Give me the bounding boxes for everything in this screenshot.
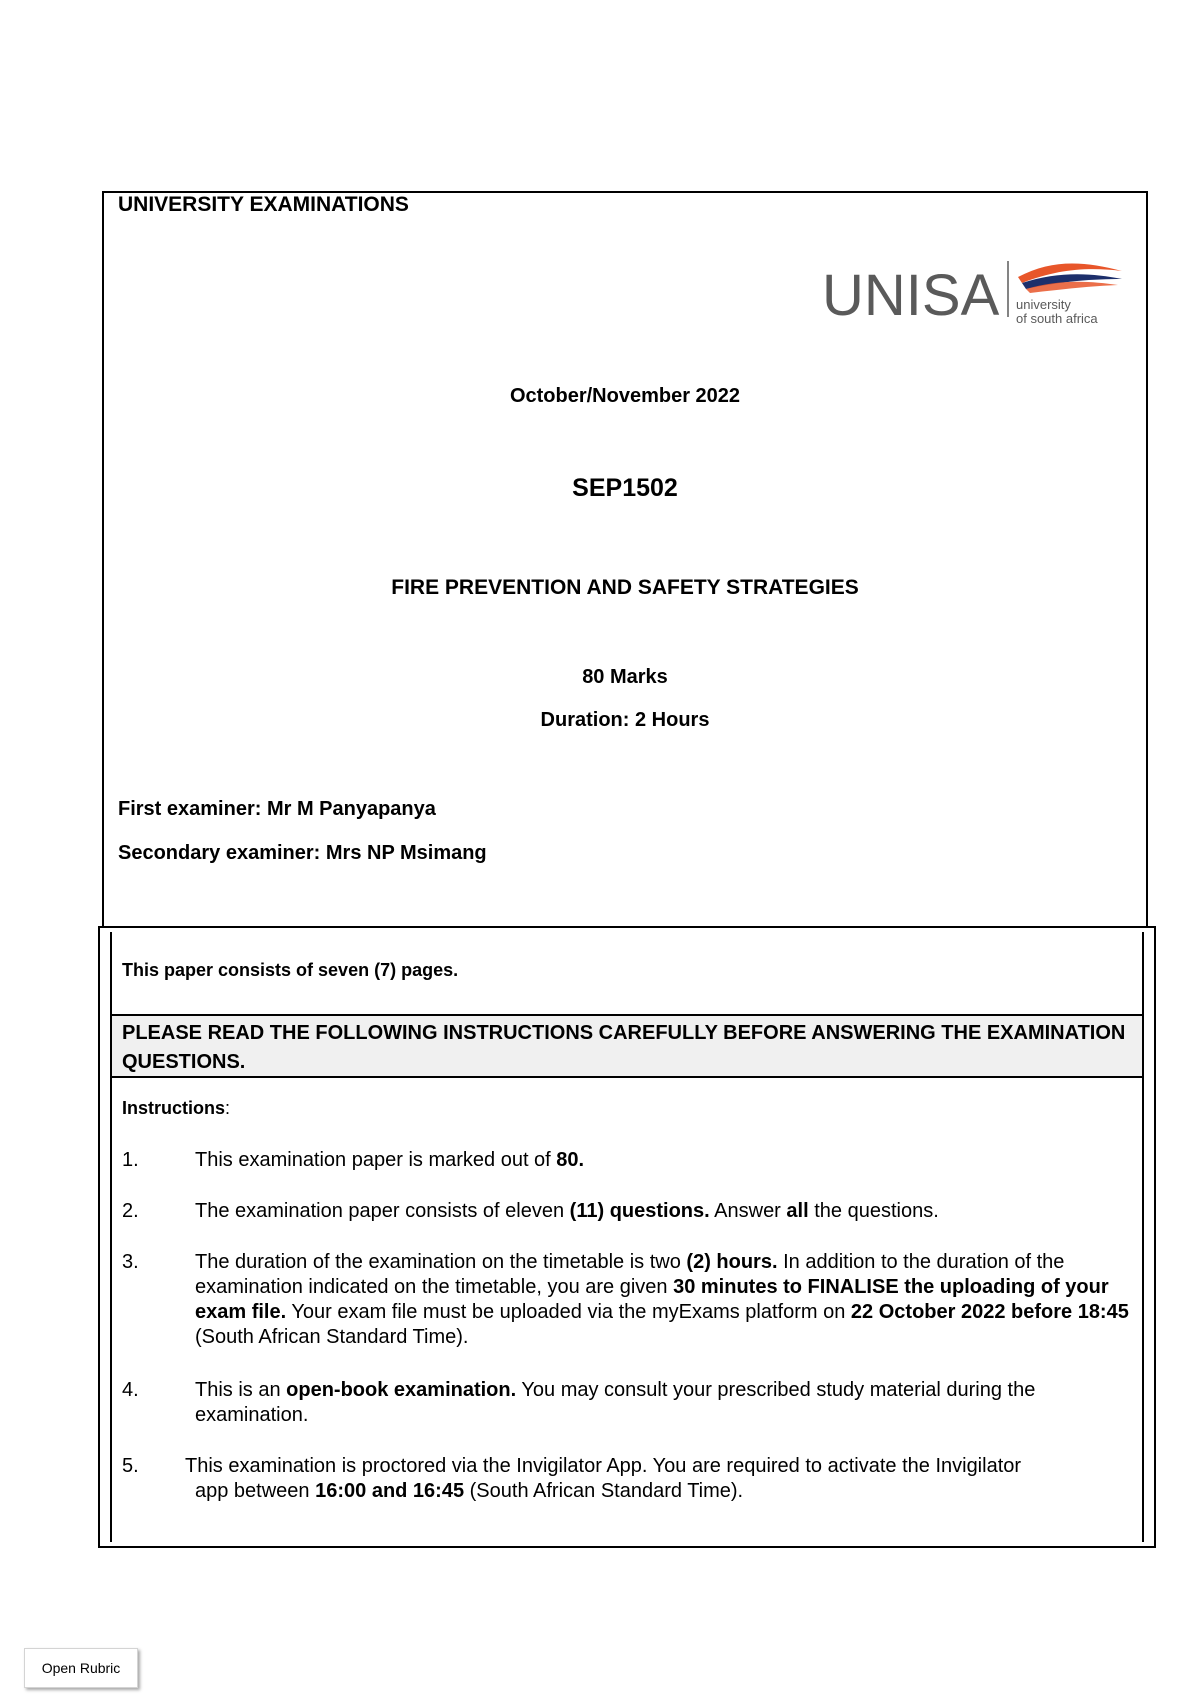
module-code: SEP1502 bbox=[572, 474, 678, 502]
please-read-banner: PLEASE READ THE FOLLOWING INSTRUCTIONS CAREFULLY BEFORE ANSWERING THE EXAMINATION QUESTIONS. bbox=[112, 1016, 1142, 1078]
exam-duration: Duration: 2 Hours bbox=[540, 709, 710, 731]
instruction-item: 3. The duration of the examination on the timetable is two (2) hours. In addition to the duration of the examination indicated on the timetable, you are given 30 minutes to FINALISE the uploading of your exam file. Your exam file must be uploaded via the myExams platform on 22 October 2022 before 18:45 (South African Standard Time). bbox=[122, 1251, 1129, 1348]
unisa-logo bbox=[822, 253, 1132, 333]
instruction-item: 2. The examination paper consists of eleven (11) questions. Answer all the questions. bbox=[122, 1200, 939, 1222]
instruction-item: 5. This examination is proctored via the Invigilator App. You are required to activate the Invigilator app between 16:00 and 16:45 (South African Standard Time). bbox=[122, 1455, 1022, 1502]
university-examinations-heading: UNIVERSITY EXAMINATIONS bbox=[118, 193, 409, 216]
open-rubric-button[interactable]: Open Rubric bbox=[24, 1648, 138, 1688]
first-examiner: First examiner: Mr M Panyapanya bbox=[118, 798, 436, 820]
cover-box bbox=[102, 191, 1148, 928]
page-count-cell bbox=[112, 932, 1142, 1016]
logo-word: UNISA bbox=[822, 263, 1000, 328]
module-title: FIRE PREVENTION AND SAFETY STRATEGIES bbox=[391, 576, 859, 599]
total-marks: 80 Marks bbox=[582, 666, 668, 688]
secondary-examiner: Secondary examiner: Mrs NP Msimang bbox=[118, 842, 487, 864]
logo-sub-university: university bbox=[1016, 297, 1071, 312]
page-count-text: This paper consists of seven (7) pages. bbox=[122, 960, 459, 980]
exam-session: October/November 2022 bbox=[509, 385, 741, 407]
instructions-inner bbox=[110, 932, 1144, 1542]
instruction-item: 1. This examination paper is marked out of 80. bbox=[122, 1149, 585, 1171]
instruction-item: 4. This is an open-book examination. You may consult your prescribed study material during the examination. bbox=[122, 1379, 1036, 1426]
logo-sub-south-africa: of south africa bbox=[1016, 311, 1098, 326]
instructions-box bbox=[98, 926, 1156, 1548]
instructions-label: Instructions: bbox=[122, 1098, 231, 1118]
